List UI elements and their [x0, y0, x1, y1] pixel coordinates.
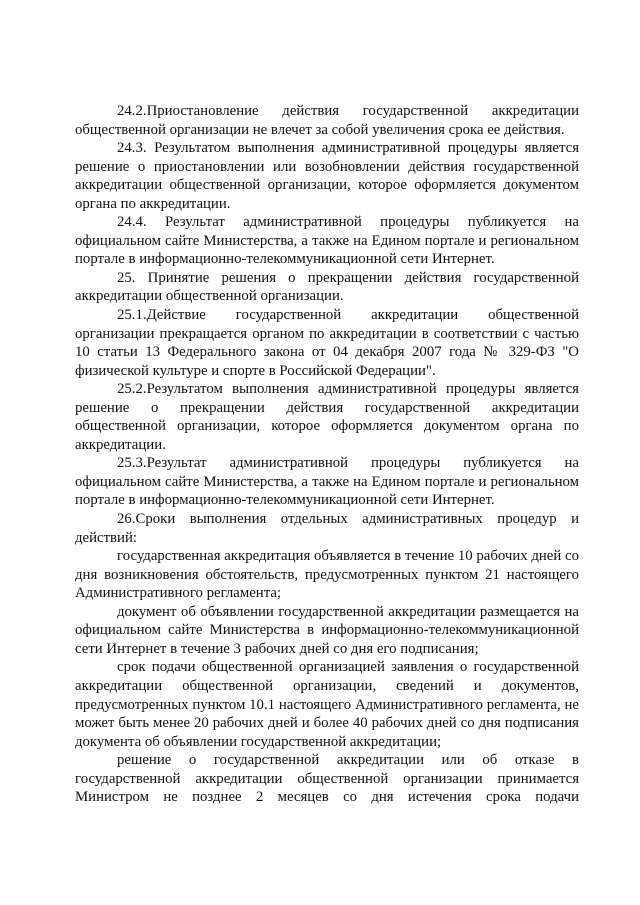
paragraph-26: 26.Сроки выполнения отдельных административных процедур и действий:: [75, 511, 579, 546]
paragraph-25-3: 25.3.Результат административной процедуры публикуется на официальном сайте Министерства, а также на Едином портале и региональном портале в информационно-телекоммуникационной сети Интернет.: [75, 455, 579, 509]
document-body: [75, 102, 579, 807]
list-item-accreditation-announcement: государственная аккредитация объявляется в течение 10 рабочих дней со дня возникновения обстоятельств, предусмотренных пунктом 21 настоящего Административного регламента;: [75, 548, 579, 602]
paragraph-25-1: 25.1.Действие государственной аккредитации общественной организации прекращается органом по аккредитации в соответствии с частью 10 статьи 13 Федерального закона от 04 декабря 2007 года № 329-ФЗ "О физической культуре и спорте в Российской Федерации".: [75, 307, 579, 379]
paragraph-24-3: 24.3. Результатом выполнения административной процедуры является решение о приостановлении или возобновлении действия государственной аккредитации общественной организации, которое оформляется документом органа по аккредитации.: [75, 140, 579, 212]
paragraph-25-2: 25.2.Результатом выполнения административной процедуры является решение о прекращении действия государственной аккредитации общественной организации, которое оформляется документом органа по аккредитации.: [75, 381, 579, 453]
paragraph-24-4: 24.4. Результат административной процедуры публикуется на официальном сайте Министерства, а также на Едином портале и региональном портале в информационно-телекоммуникационной сети Интернет.: [75, 214, 579, 268]
paragraph-25: 25. Принятие решения о прекращении действия государственной аккредитации общественной организации.: [75, 269, 579, 305]
list-item-application-deadline: срок подачи общественной организацией заявления о государственной аккредитации общественной организации, сведений и документов, предусмотренных пунктом 10.1 настоящего Административного регламента, не может быть менее 20 рабочих дней и более 40 рабочих дней со дня подписания документа об объявлении государственной аккредитации;: [75, 659, 579, 750]
list-item-document-placement: документ об объявлении государственной аккредитации размещается на официальном сайте Министерства в информационно-телекоммуникационной сети Интернет в течение 3 рабочих дней со дня его подписания;: [75, 603, 579, 657]
list-item-decision-deadline: решение о государственной аккредитации или об отказе в государственной аккредитации общественной организации принимается Министром не позднее 2 месяцев со дня истечения срока подачи: [75, 752, 579, 806]
paragraph-24-2: 24.2.Приостановление действия государственной аккредитации общественной организации не влечет за собой увеличения срока ее действия.: [75, 103, 579, 138]
